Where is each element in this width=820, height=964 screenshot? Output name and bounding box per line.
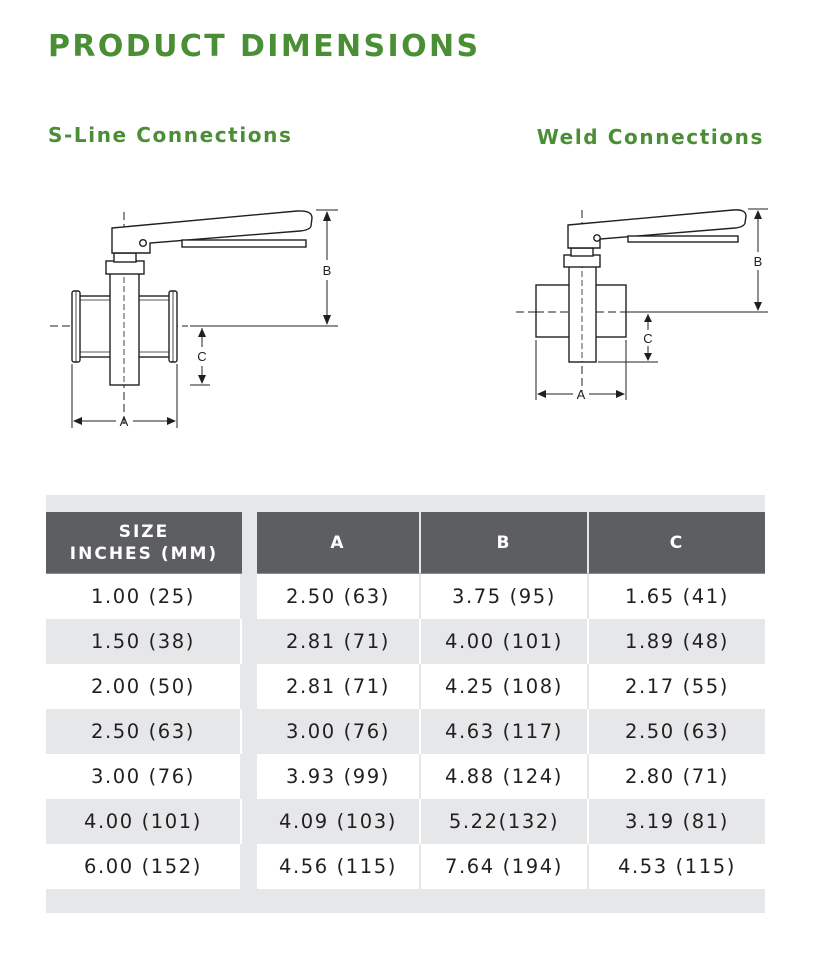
handle-pin [594,235,600,241]
valve-stem [571,248,593,256]
table-row [46,619,765,664]
b-cell: 4.88 (124) [421,754,589,799]
table-row [46,844,765,889]
valve-stem [114,253,136,262]
valve-body [569,262,596,362]
c-column-header: C [589,512,765,574]
size-cell: 4.00 (101) [46,799,242,844]
column-gap [242,619,257,664]
c-cell: 2.80 (71) [589,754,765,799]
column-gap [242,664,257,709]
table-row [46,664,765,709]
size-cell: 2.50 (63) [46,709,242,754]
c-cell: 2.50 (63) [589,709,765,754]
page-title: PRODUCT DIMENSIONS [48,29,481,64]
c-cell: 1.89 (48) [589,619,765,664]
handle-pin [140,240,147,247]
dimensions-table-panel [46,495,765,913]
weld-a-label: A [576,387,586,402]
b-cell: 4.25 (108) [421,664,589,709]
b-cell: 4.63 (117) [421,709,589,754]
column-gap [242,754,257,799]
valve-dimension-diagrams [0,0,820,470]
table-header-row [46,512,765,574]
valve-body [110,268,139,385]
b-cell: 5.22(132) [421,799,589,844]
b-column-header: B [421,512,589,574]
size-cell: 3.00 (76) [46,754,242,799]
handle-trigger [182,240,306,247]
column-gap [242,574,257,619]
weld-valve-drawing [516,209,768,400]
s-line-c-label: C [197,349,207,364]
valve-neck [564,255,600,267]
s-line-a-label: A [119,414,129,429]
dimensions-table [46,512,765,889]
a-cell: 3.00 (76) [257,709,421,754]
size-cell: 2.00 (50) [46,664,242,709]
size-cell: 1.50 (38) [46,619,242,664]
s-line-b-label: B [322,263,332,278]
handle-trigger [628,236,738,242]
table-row [46,574,765,619]
b-cell: 3.75 (95) [421,574,589,619]
c-cell: 4.53 (115) [589,844,765,889]
a-cell: 2.81 (71) [257,664,421,709]
b-cell: 7.64 (194) [421,844,589,889]
a-column-header: A [257,512,421,574]
b-cell: 4.00 (101) [421,619,589,664]
valve-neck [106,261,144,274]
size-column-header [46,512,242,574]
c-cell: 1.65 (41) [589,574,765,619]
table-row [46,799,765,844]
a-cell: 2.50 (63) [257,574,421,619]
size-header-line2: INCHES (MM) [69,543,219,564]
size-cell: 6.00 (152) [46,844,242,889]
table-row [46,754,765,799]
column-gap [242,844,257,889]
column-gap [242,709,257,754]
s-line-connections-heading: S-Line Connections [48,123,293,147]
weld-b-label: B [753,254,763,269]
weld-connections-heading: Weld Connections [536,125,764,149]
column-gap [242,799,257,844]
a-cell: 4.56 (115) [257,844,421,889]
a-cell: 4.09 (103) [257,799,421,844]
size-cell: 1.00 (25) [46,574,242,619]
s-line-valve-drawing [50,210,338,428]
c-cell: 3.19 (81) [589,799,765,844]
a-cell: 3.93 (99) [257,754,421,799]
weld-c-label: C [643,331,653,346]
table-body [46,574,765,889]
a-cell: 2.81 (71) [257,619,421,664]
size-header-line1: SIZE [118,521,170,542]
column-gap [242,512,257,574]
c-cell: 2.17 (55) [589,664,765,709]
table-row [46,709,765,754]
